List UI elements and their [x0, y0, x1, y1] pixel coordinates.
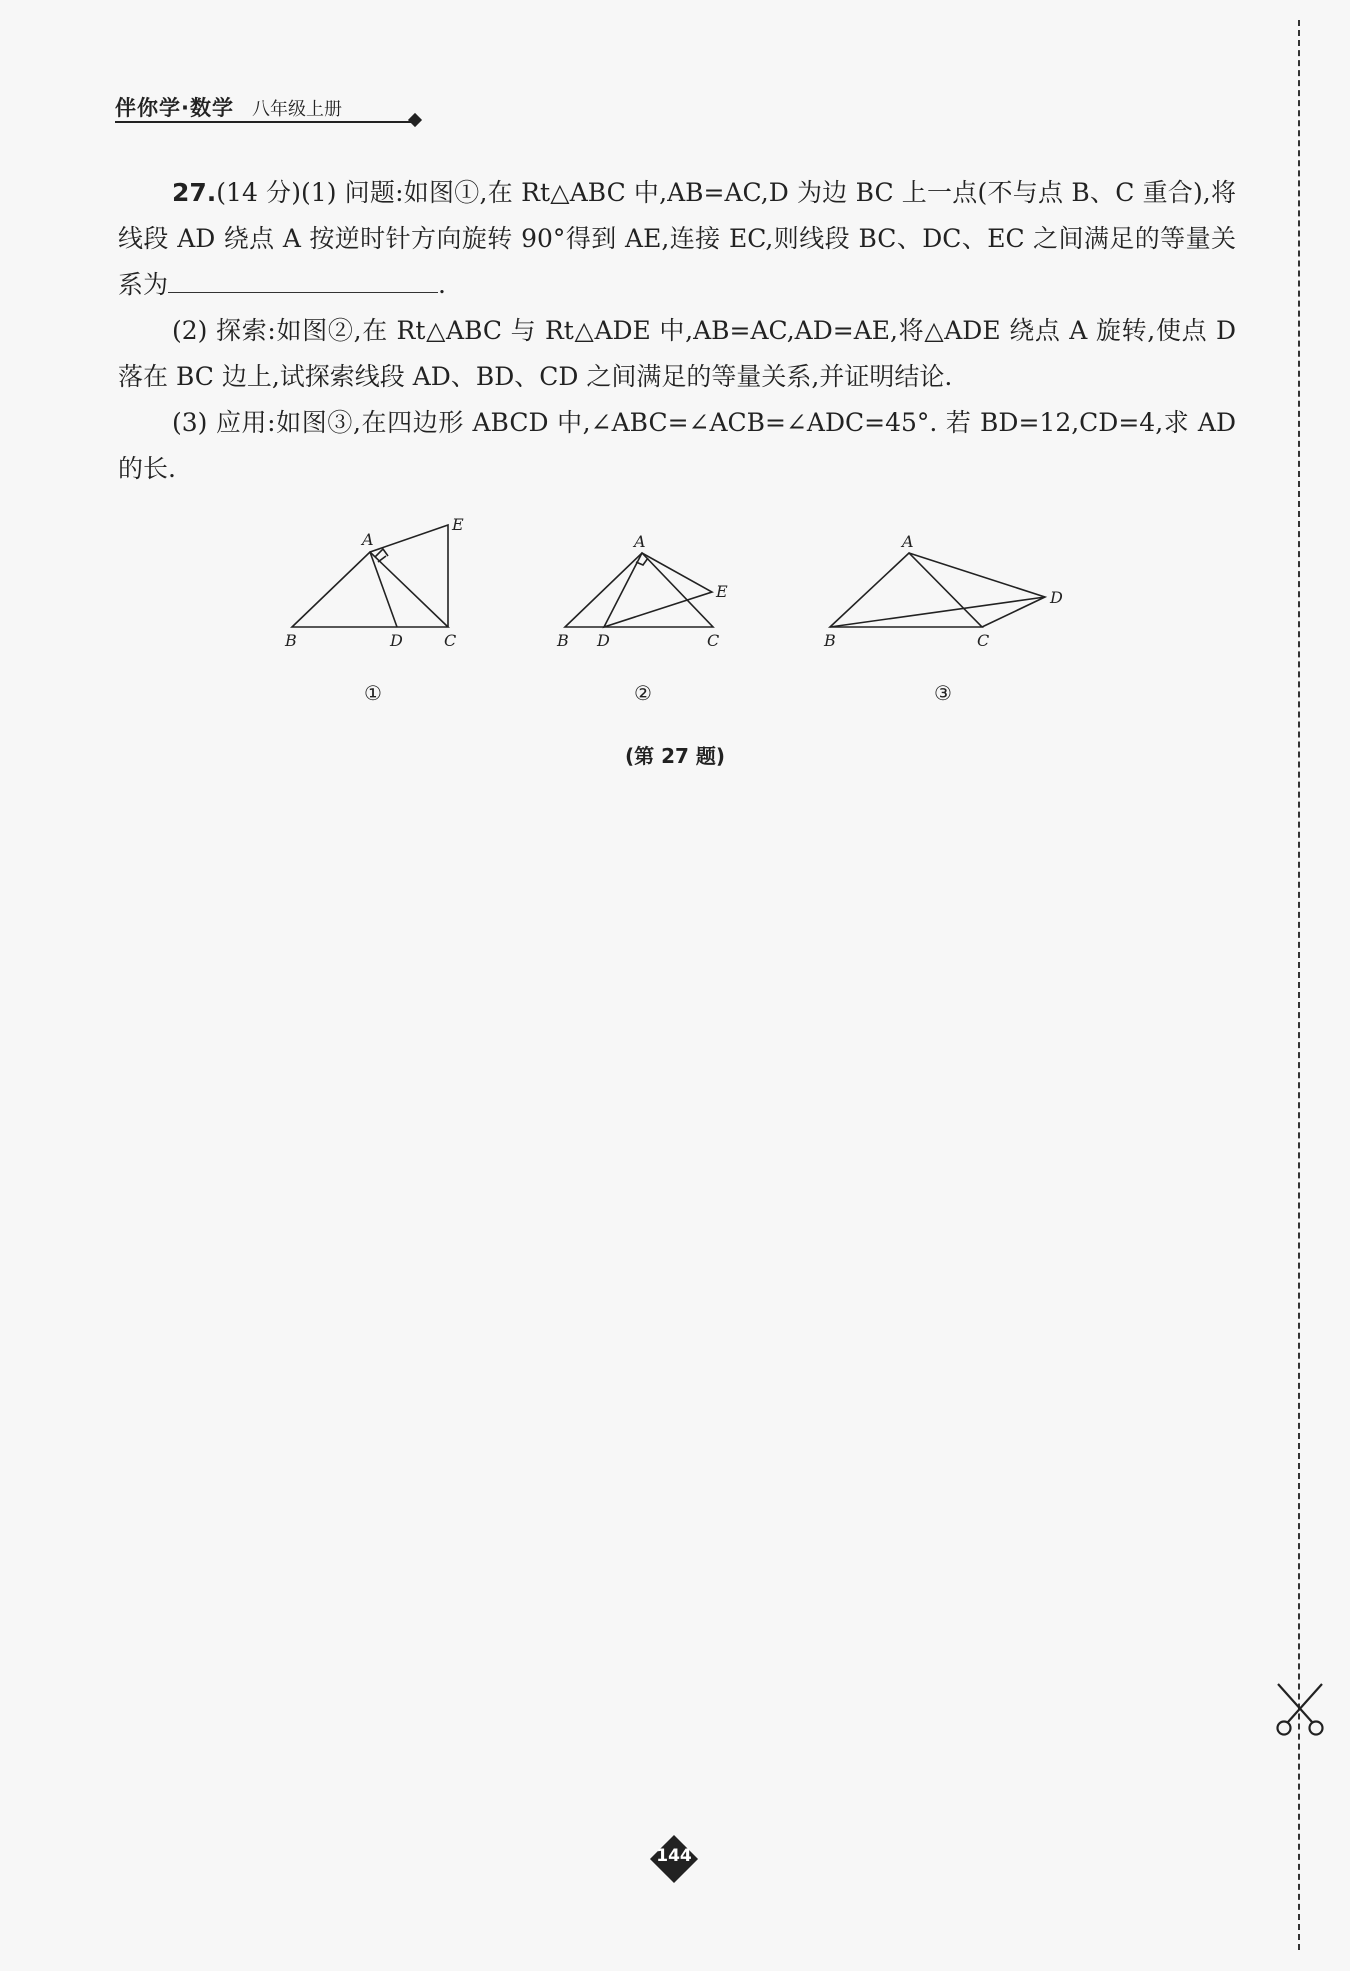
fig1-label-b: B	[285, 631, 297, 650]
problem-part-2: (2) 探索:如图②,在 Rt△ABC 与 Rt△ADE 中,AB=AC,AD=AE,将△ADE 绕点 A 旋转,使点 D 落在 BC 边上,试探索线段 AD、BD、CD 之间满足的等量关系,并证明结论.	[118, 316, 1236, 391]
fig2-label-d: D	[597, 631, 610, 650]
page-number	[650, 1835, 698, 1883]
fig2-label-b: B	[557, 631, 569, 650]
fig2-number: ②	[634, 681, 652, 705]
fig1-segment-ad	[370, 552, 397, 627]
figure-caption: (第 27 题)	[624, 744, 726, 768]
figure-2	[565, 553, 713, 627]
figure-3	[830, 553, 1045, 627]
fig1-label-e: E	[452, 515, 464, 534]
fig1-label-d: D	[390, 631, 403, 650]
book-subtitle: 八年级上册	[251, 99, 342, 120]
fig3-segments-ad-dc	[909, 553, 1045, 627]
scissors-icon	[1272, 1680, 1328, 1740]
fig2-label-a: A	[634, 532, 646, 551]
fig1-label-c: C	[444, 631, 457, 650]
cut-line	[1298, 20, 1300, 1950]
part-1-text: (14 分)(1) 问题:如图①,在 Rt△ABC 中,AB=AC,D 为边 BC 上一点(不与点 B、C 重合),将线段 AD 绕点 A 按逆时针方向旋转 90°得到 AE,连接 EC,则线段 BC、DC、EC 之间满足的等量关系为	[118, 178, 1236, 299]
fig3-label-b: B	[824, 631, 836, 650]
page-number-text: 144	[656, 1846, 692, 1866]
fig1-right-angle-2	[378, 556, 386, 562]
fig3-label-d: D	[1050, 588, 1063, 607]
problem-number: 27.	[172, 178, 217, 207]
fig1-triangle-abc	[292, 552, 448, 627]
fig2-label-e: E	[716, 582, 728, 601]
fig2-triangle-ade	[604, 553, 712, 627]
fig2-label-c: C	[707, 631, 720, 650]
fig3-number: ③	[934, 681, 952, 705]
fig1-number: ①	[364, 681, 382, 705]
fig1-label-a: A	[362, 530, 374, 549]
part-1-end: .	[438, 270, 446, 299]
fig3-label-c: C	[977, 631, 990, 650]
book-brand: 伴你学·数学	[115, 96, 234, 120]
fig1-segments-ae-ec	[370, 525, 448, 627]
problem-part-3: (3) 应用:如图③,在四边形 ABCD 中,∠ABC=∠ACB=∠ADC=45°. 若 BD=12,CD=4,求 AD 的长.	[118, 408, 1236, 483]
fig3-label-a: A	[902, 532, 914, 551]
